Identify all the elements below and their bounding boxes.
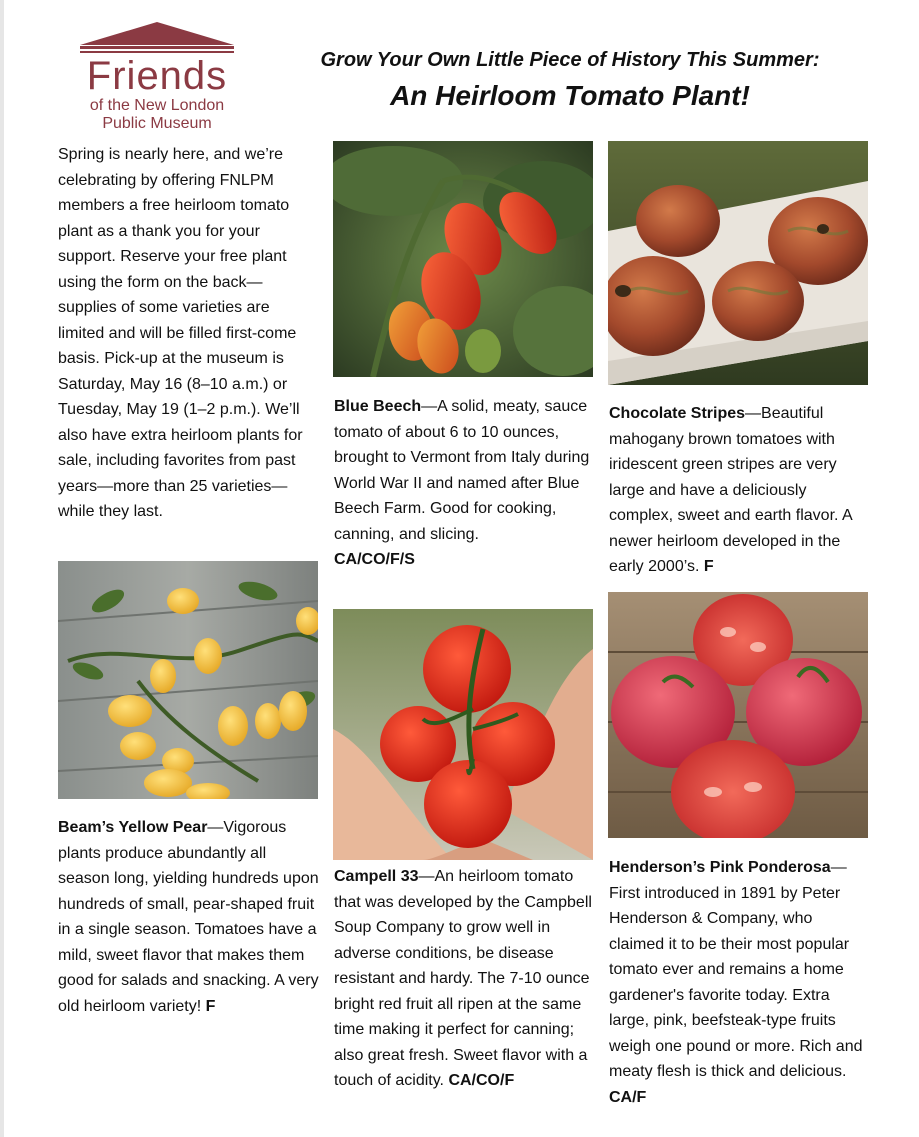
headline-subtitle: Grow Your Own Little Piece of History This Summer: (320, 49, 820, 71)
museum-logo (76, 20, 238, 132)
campell-33-photo (333, 609, 593, 860)
blue-beech-desc: —A solid, meaty, sauce tomato of about 6 to 10 ounces, brought to Vermont from Italy during World War II and named after Blue Beech Farm. Good for cooking, canning, and slicing. (334, 398, 590, 543)
blue-beech-description (334, 394, 596, 573)
logo-line-1: of the New London (89, 97, 225, 114)
chocolate-stripes-desc: —Beautiful mahogany brown tomatoes with iridescent green stripes are very large and have a deliciously complex, sweet and earth flavor. A newer heirloom developed in the early 2000’s. (609, 405, 852, 575)
hendersons-pink-ponderosa-desc: —First introduced in 1891 by Peter Henderson & Company, who claimed it to be their most popular tomato ever and remains a home gardener's favorite today. Extra large, pink, beefsteak-type fruits weigh one pound or more. Rich and meaty flesh is thick and delicious. (609, 859, 863, 1080)
chocolate-stripes-photo (608, 141, 868, 385)
blue-beech-name: Blue Beech (334, 398, 422, 415)
beams-yellow-pear-photo (58, 561, 318, 799)
beams-yellow-pear-name: Beam’s Yellow Pear (58, 819, 208, 836)
logo-name: Friends (86, 54, 228, 98)
hendersons-pink-ponderosa-name: Henderson’s Pink Ponderosa (609, 859, 831, 876)
blue-beech-code: CA/CO/F/S (334, 551, 415, 568)
intro-paragraph: Spring is nearly here, and we’re celebrating by offering FNLPM members a free heirloom tomato plant as a thank you for your support. Reserve your free plant using the form on the back—supplies of some varieties are limited and will be filled first-come basis. Pick-up at the museum is Saturday, May 16 (8–10 a.m.) or Tuesday, May 19 (1–2 p.m.). We’ll also have extra heirloom plants for sale, including favorites from past years—more than 25 varieties—while they last. (58, 146, 303, 520)
campell-33-desc: —An heirloom tomato that was developed by the Campbell Soup Company to grow well in adverse conditions, be disease resistant and hardy. The 7-10 ounce bright red fruit all ripen at the same time making it perfect for canning; also great fresh. Sweet flavor with a touch of acidity. (334, 868, 592, 1089)
building-roof-icon (76, 20, 238, 56)
logo-line-2: Public Museum (102, 115, 212, 132)
page-edge (0, 0, 4, 1137)
chocolate-stripes-description (609, 401, 871, 580)
headline-title: An Heirloom Tomato Plant! (390, 80, 750, 111)
blue-beech-photo (333, 141, 593, 377)
hendersons-pink-ponderosa-description (609, 855, 871, 1110)
campell-33-description (334, 864, 596, 1094)
beams-yellow-pear-code: F (205, 997, 216, 1015)
campell-33-name: Campell 33 (334, 868, 419, 885)
hendersons-pink-ponderosa-code: CA/F (609, 1088, 647, 1106)
chocolate-stripes-name: Chocolate Stripes (609, 405, 746, 422)
beams-yellow-pear-desc: —Vigorous plants produce abundantly all season long, yielding hundreds upon hundreds of small, pear-shaped fruit in a single season. Tomatoes have a mild, sweet flavor that makes them good for salads and snacking. A very old heirloom variety! (58, 819, 319, 1015)
chocolate-stripes-code: F (703, 558, 714, 575)
beams-yellow-pear-description (58, 815, 320, 1019)
campell-33-code: CA/CO/F (448, 1072, 515, 1089)
hendersons-pink-ponderosa-photo (608, 592, 868, 838)
